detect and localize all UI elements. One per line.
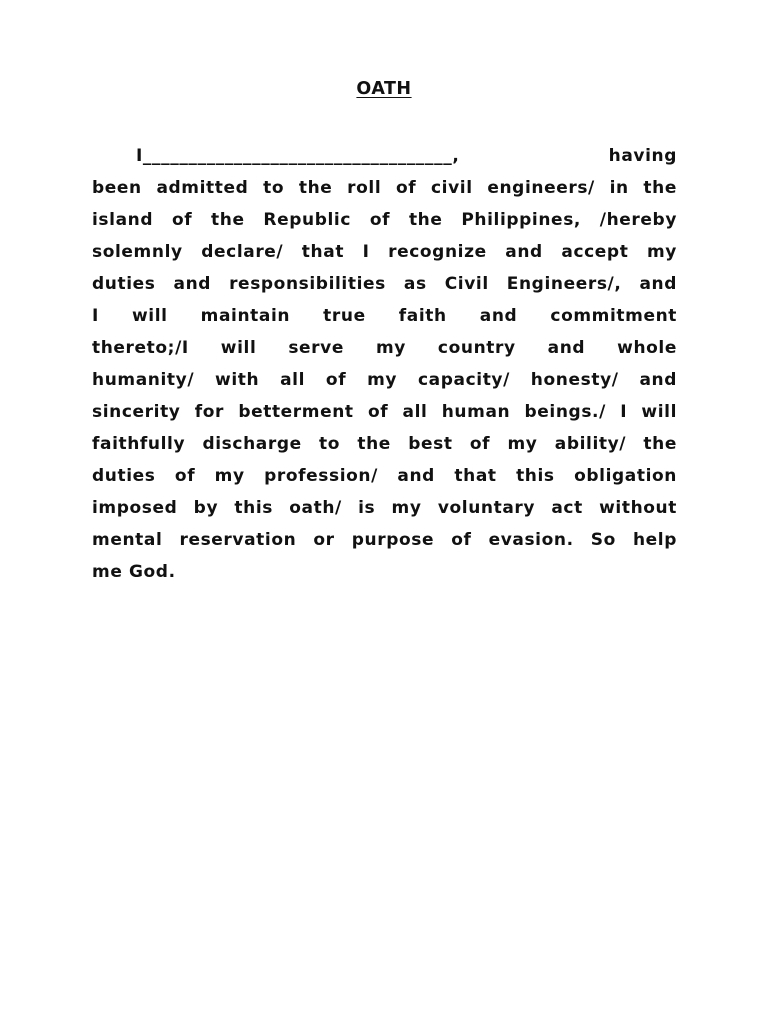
oath-line-7: thereto;/I will serve my country and whole [92, 338, 677, 358]
oath-line-6: I will maintain true faith and commitment [92, 306, 677, 326]
oath-paragraph [92, 140, 677, 588]
oath-line-1: I__________________________________, having [136, 146, 677, 166]
oath-line-9: sincerity for betterment of all human beings./ I will [92, 402, 677, 422]
oath-line-5: duties and responsibilities as Civil Engineers/, and [92, 274, 677, 294]
oath-line-13: mental reservation or purpose of evasion. So help [92, 530, 677, 550]
oath-line-2: been admitted to the roll of civil engineers/ in the [92, 178, 677, 198]
oath-line-10: faithfully discharge to the best of my ability/ the [92, 434, 677, 454]
document-title: OATH [356, 79, 412, 99]
oath-line-8: humanity/ with all of my capacity/ honesty/ and [92, 370, 677, 390]
oath-line-4: solemnly declare/ that I recognize and accept my [92, 242, 677, 262]
oath-line-14: me God. [92, 562, 176, 582]
oath-line-12: imposed by this oath/ is my voluntary act without [92, 498, 677, 518]
oath-line-11: duties of my profession/ and that this obligation [92, 466, 677, 486]
oath-line-3: island of the Republic of the Philippines, /hereby [92, 210, 677, 230]
